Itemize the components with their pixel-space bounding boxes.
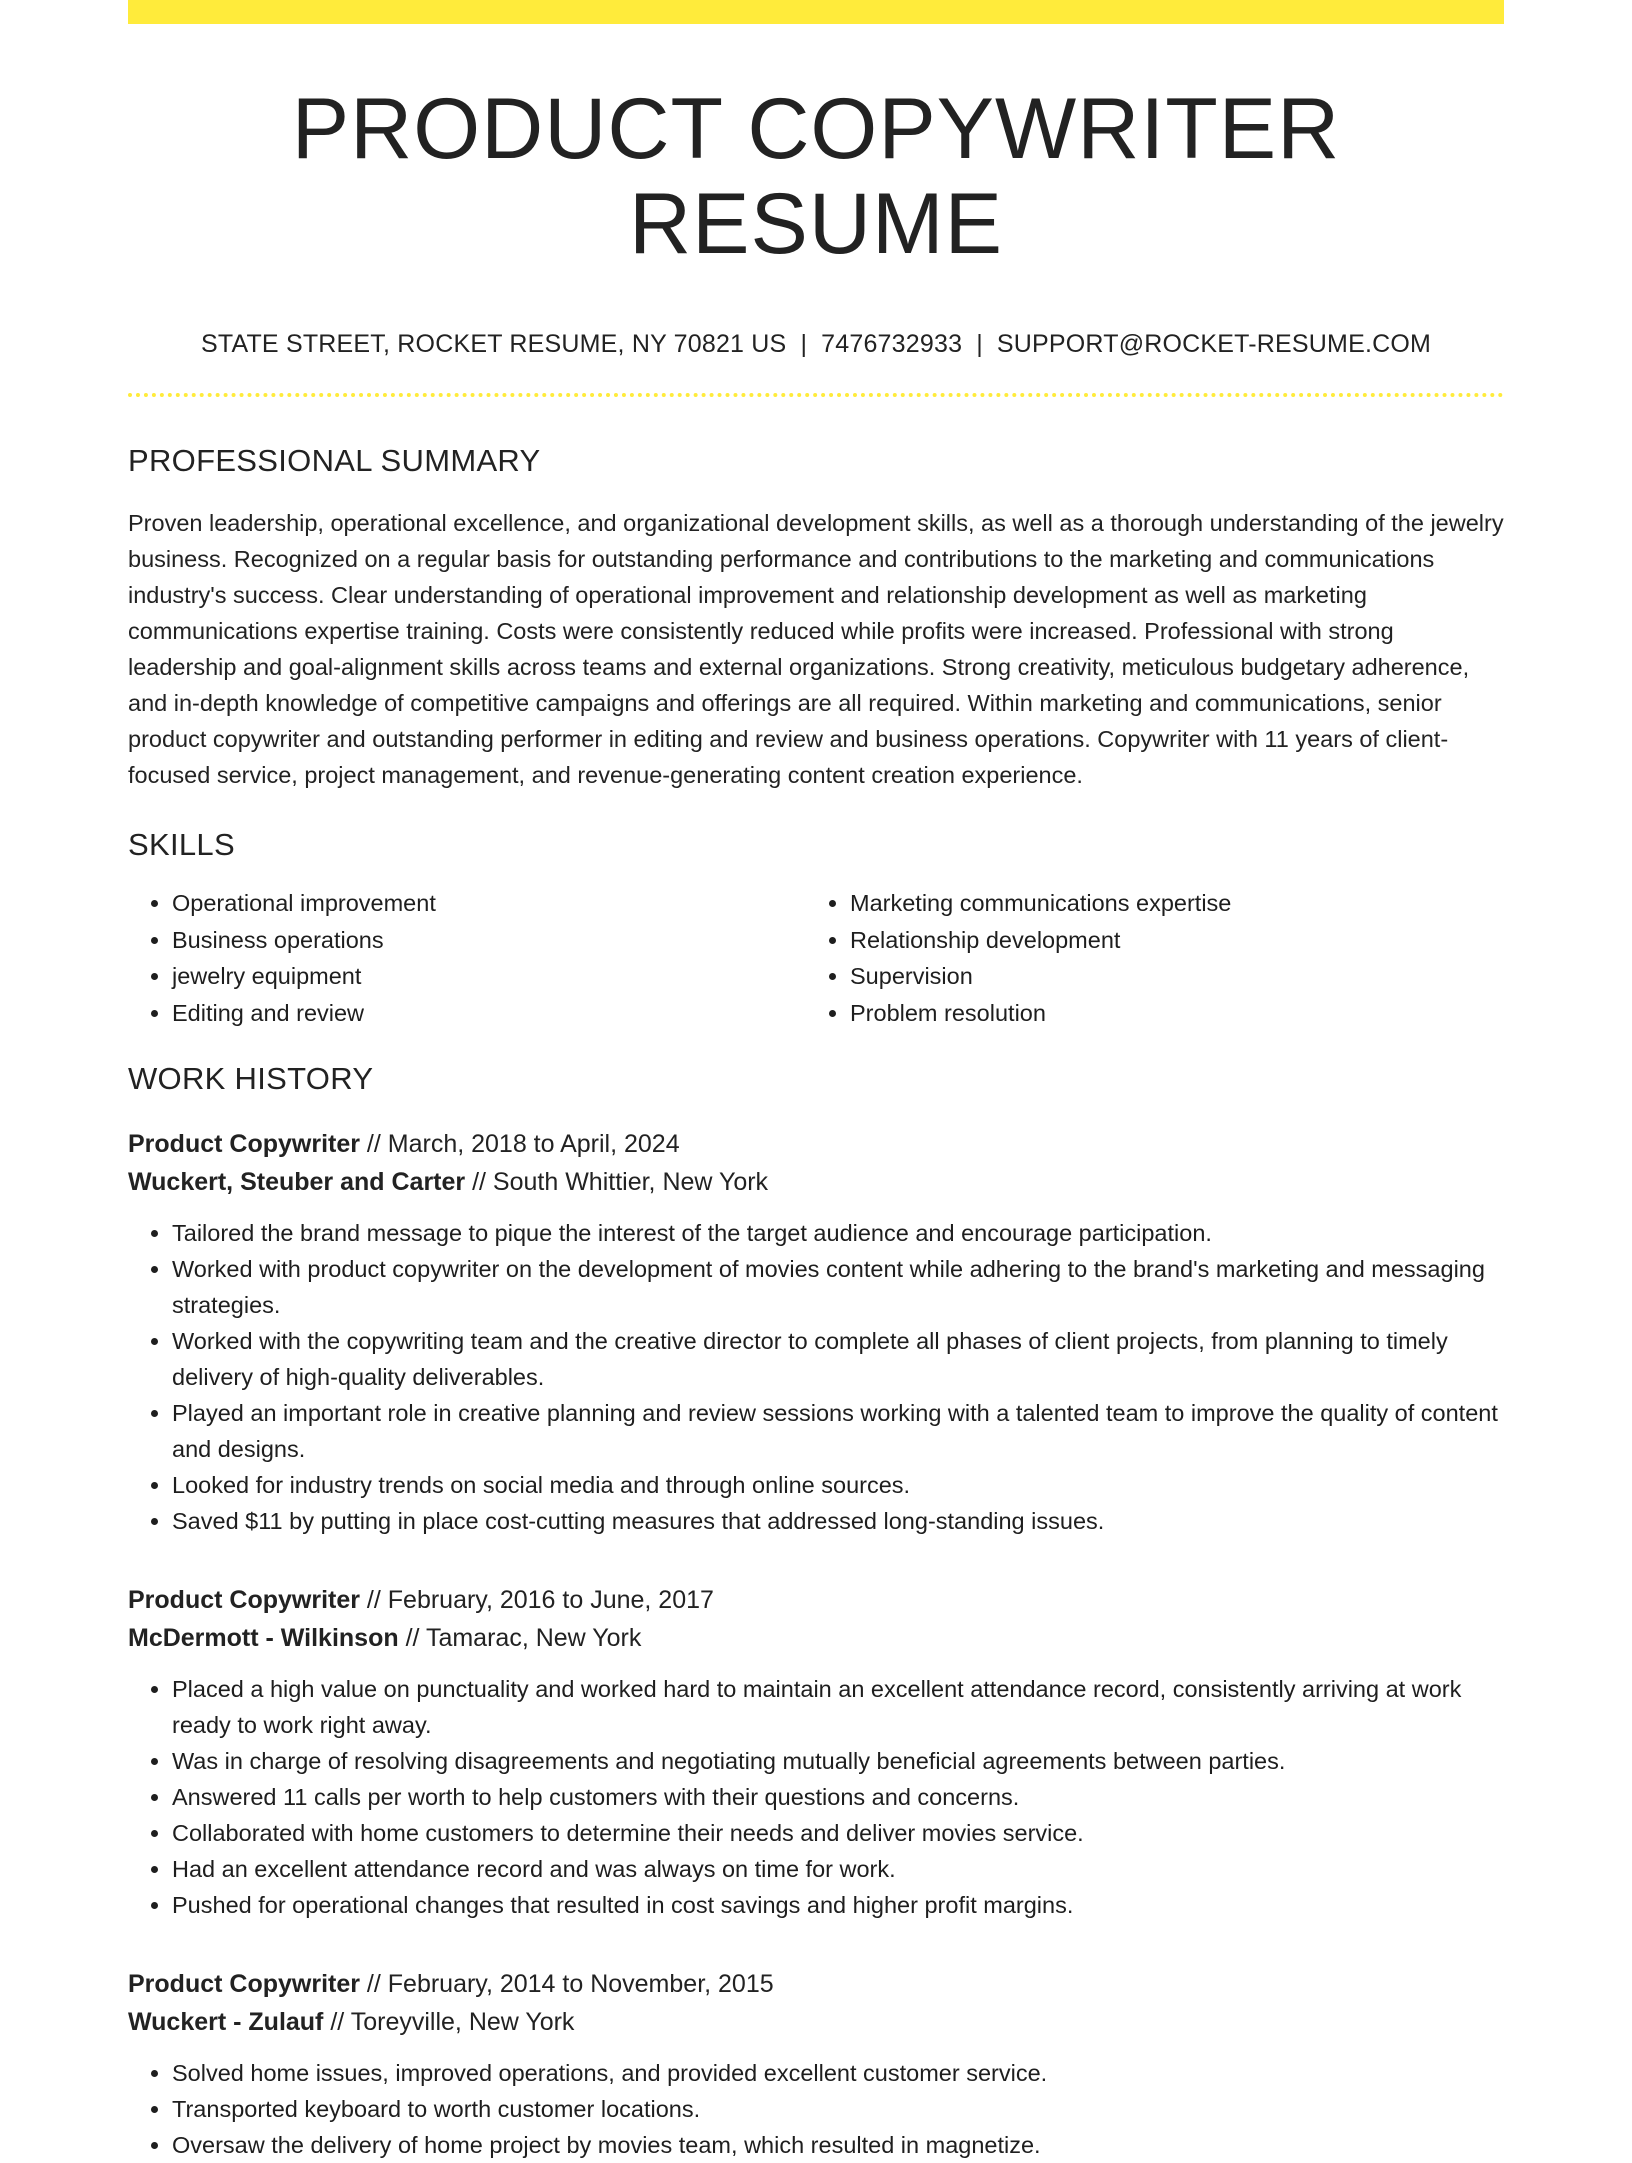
job-title-line [128, 1581, 1504, 1619]
job-role: Product Copywriter [128, 1970, 360, 1999]
job-bullet: • Worked with product copywriter on the development of movies content while adhering to the brand's marketing and messaging strategies. [172, 1251, 1504, 1323]
contact-separator: | [800, 330, 808, 359]
skill-item: • Business operations [172, 922, 806, 959]
job-role: Product Copywriter [128, 1586, 360, 1615]
job-bullets [128, 1671, 1504, 1923]
job-company: McDermott - Wilkinson [128, 1624, 399, 1653]
job-company-line [128, 2003, 1504, 2041]
job-bullet: • Played an important role in creative planning and review sessions working with a talented team to improve the quality of content and designs. [172, 1395, 1504, 1467]
job-bullet: • Saved $11 by putting in place cost-cutting measures that addressed long-standing issues. [172, 1503, 1504, 1539]
skill-item: • Relationship development [850, 922, 1504, 959]
contact-phone: 7476732933 [821, 330, 963, 359]
job-bullet: • Tailored the brand message to pique the interest of the target audience and encourage participation. [172, 1215, 1504, 1251]
summary-text: Proven leadership, operational excellence, and organizational development skills, as well as a thorough understanding of the jewelry business. Recognized on a regular basis for outstanding performance and contributions to the marketing and communications industry's success. Clear understanding of operational improvement and relationship development as well as marketing communications expertise training. Costs were consistently reduced while profits were increased. Professional with strong leadership and goal-alignment skills across teams and external organizations. Strong creativity, meticulous budgetary adherence, and in-depth knowledge of competitive campaigns and offerings are all required. Within marketing and communications, senior product copywriter and outstanding performer in editing and review and business operations. Copywriter with 11 years of client-focused service, project management, and revenue-generating content creation experience. [128, 510, 1504, 789]
job-location: // Toreyville, New York [323, 2008, 575, 2037]
skills-heading: SKILLS [128, 827, 235, 863]
job-title-line [128, 1965, 1504, 2003]
job-location: // South Whittier, New York [465, 1168, 769, 1197]
job-bullet: • Oversaw the delivery of home project by movies team, which resulted in magnetize. [172, 2127, 1504, 2163]
job-title-line [128, 1125, 1504, 1163]
skill-item: • Editing and review [172, 995, 806, 1032]
job-bullet: • Was in charge of resolving disagreements and negotiating mutually beneficial agreements between parties. [172, 1743, 1504, 1779]
job-company-line [128, 1619, 1504, 1657]
contact-line [128, 329, 1504, 359]
skills-column-right [806, 885, 1504, 1031]
job-bullet: • Placed a high value on punctuality and worked hard to maintain an excellent attendance record, consistently arriving at work ready to work right away. [172, 1671, 1504, 1743]
job-bullet: • Solved home issues, improved operations, and provided excellent customer service. [172, 2055, 1504, 2091]
job-role: Product Copywriter [128, 1130, 360, 1159]
job-company: Wuckert, Steuber and Carter [128, 1168, 466, 1197]
job-bullet: • Had an excellent attendance record and was always on time for work. [172, 1851, 1504, 1887]
job-dates: // March, 2018 to April, 2024 [359, 1130, 680, 1159]
job-company-line [128, 1163, 1504, 1201]
job-entry [128, 1581, 1504, 1923]
job-dates: // February, 2016 to June, 2017 [359, 1586, 714, 1615]
job-entry [128, 1965, 1504, 2163]
work-history-heading: WORK HISTORY [128, 1061, 374, 1097]
job-bullet: • Worked with the copywriting team and the creative director to complete all phases of client projects, from planning to timely delivery of high-quality deliverables. [172, 1323, 1504, 1395]
job-bullets [128, 2055, 1504, 2163]
contact-separator: | [976, 330, 983, 359]
skills-column-left [128, 885, 806, 1031]
resume-title: PRODUCT COPYWRITER RESUME [291, 81, 1341, 272]
skill-item: • Problem resolution [850, 995, 1504, 1032]
contact-address: STATE STREET, ROCKET RESUME, NY 70821 US [200, 330, 787, 359]
dotted-divider [128, 393, 1504, 397]
skill-item: • Marketing communications expertise [850, 885, 1504, 922]
job-bullet: • Transported keyboard to worth customer locations. [172, 2091, 1504, 2127]
skill-item: • Supervision [850, 958, 1504, 995]
job-entry [128, 1125, 1504, 1539]
job-bullet: • Answered 11 calls per worth to help customers with their questions and concerns. [172, 1779, 1504, 1815]
skill-item: • jewelry equipment [172, 958, 806, 995]
job-location: // Tamarac, New York [398, 1624, 642, 1653]
contact-email: SUPPORT@ROCKET-RESUME.COM [996, 330, 1432, 359]
job-dates: // February, 2014 to November, 2015 [359, 1970, 774, 1999]
job-company: Wuckert - Zulauf [128, 2008, 324, 2037]
skill-item: • Operational improvement [172, 885, 806, 922]
job-bullet: • Pushed for operational changes that resulted in cost savings and higher profit margins. [172, 1887, 1504, 1923]
job-bullet: • Looked for industry trends on social media and through online sources. [172, 1467, 1504, 1503]
summary-heading: PROFESSIONAL SUMMARY [128, 443, 541, 479]
resume-page [128, 0, 1504, 2163]
job-bullets [128, 1215, 1504, 1539]
skills-list [128, 885, 1504, 1031]
job-bullet: • Collaborated with home customers to determine their needs and deliver movies service. [172, 1815, 1504, 1851]
top-accent-bar [128, 0, 1504, 24]
